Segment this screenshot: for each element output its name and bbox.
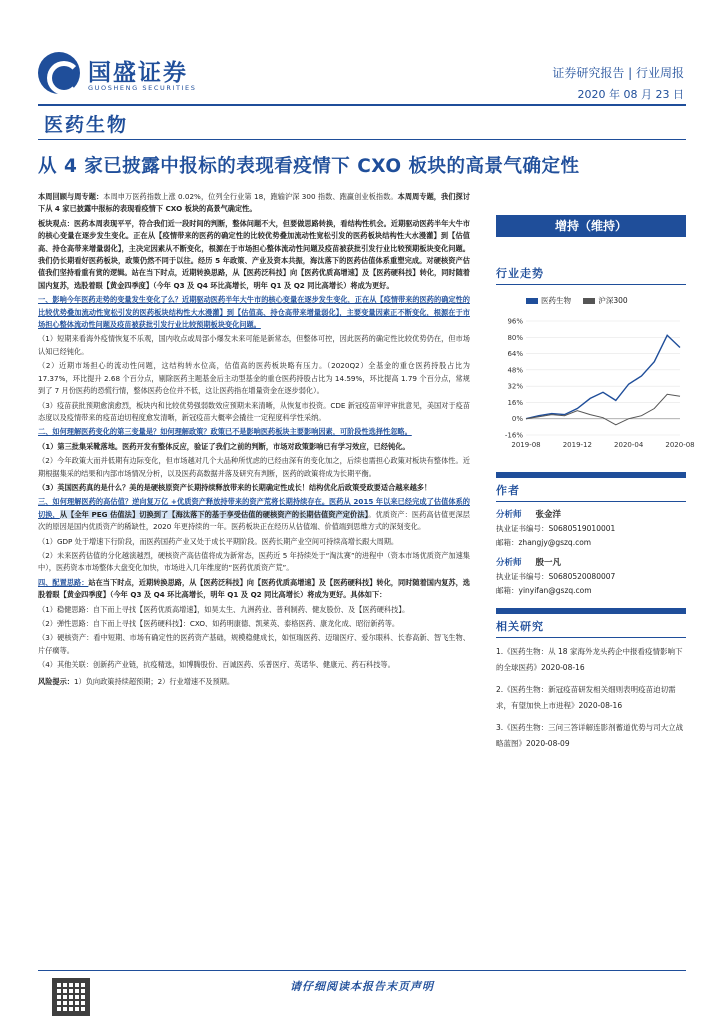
related-item[interactable]: 3.《医药生物：三问三答详解连影剂蓄道优势与司大立战略蓝图》2020-08-09	[496, 723, 684, 748]
sidebar	[496, 191, 695, 758]
weekly-review-text: 本周申万医药指数上涨 0.02%，位列全行业第 18，跑输沪深 300 指数、跑赢创业板指数。	[103, 192, 398, 201]
license-number: S0680520080007	[548, 572, 616, 581]
email-label: 邮箱：	[496, 586, 519, 595]
logo-text: 国盛证券	[88, 60, 188, 86]
y-tick-label: 96%	[507, 317, 523, 326]
report-date: 2020 年 08 月 23 日	[577, 88, 684, 101]
section-2-heading: 二、如何理解医药变化的第三变量是？如何理解政策？政策已不是影响医药板块主要影响因素，可阶段性选择性忽略。	[38, 427, 412, 437]
analyst-name: 殷一凡	[535, 558, 562, 568]
section-4-point-4: （4）其他关联：创新药产业链，抗疫精选，如博腾股份、百诚医药、乐普医疗、英诺华、健康元、药石科技等。	[38, 660, 395, 670]
industry-name: 医药生物	[44, 114, 129, 136]
section-3-heading: 三、如何理解医药的高估值？逆向复万亿 +优质资产释放持带来的资产荒将长期持续存在。医药从 2015 年以来已经完成了估值体系的切换，从【全年 PEG 估值法】切换到了【海汰落下的基于享受估值的硬核资产的长期估值资产定价法】。优质资产：医药高估值更深层次的原因是国内优质资产的稀缺性，2020 年更持续的一年。医药板块正在经历从估值端、价值端到思维方式的深刻变化。	[38, 497, 470, 532]
related-list	[496, 644, 686, 752]
section-1-point-2: （2）近期市场担心的流动性问题，这结构转水位高，估值高的医药板块略有压力。（2020Q2）全基金的重仓医药持股占比为 17.37%，环比提升 2.68 个百分点，剔除医药主题基金后主动型基金的重仓医药持股占比为 14.59%，环比提高 1.79 个百分点，常规到了 7 月份医药的恐慌行情，整体医药仓位并不低，这让医药指在增量资金在逐步弱化）。	[38, 361, 470, 396]
series-line-2	[526, 394, 680, 425]
y-tick-label: 32%	[507, 382, 523, 391]
sector-view-bold: 经历 5 年政策、产业及资本共振，海汰落下的医药估值体系重塑完成。对硬核资产估值我们坚持看重有赏的逻辑。站在当下时点，近期转换思路，从【医药泛科技】向【医药优质高增速】及【医药硬科技】转化，同时随着国内复苏，选股着眼【黄金四季度】（今年 Q3 及 Q4 环比高增长，明年 Q1 及 Q2 同比高增长）将成为更好。	[38, 256, 470, 290]
x-tick-label: 2020-08	[665, 441, 695, 449]
authors-heading: 作者	[496, 472, 686, 502]
section-divider	[38, 139, 686, 140]
weekly-review-lead: 本周回顾与周专题：	[38, 192, 104, 201]
sector-view-lead: 板块观点：	[38, 218, 74, 228]
email-label: 邮箱：	[496, 538, 519, 547]
legend-label-1: 医药生物	[541, 296, 571, 305]
trend-heading: 行业走势	[496, 265, 686, 285]
sector-view-text: 医药本周表现平平，符合我们近一段时间的判断，整体问题不大，但要做思路转换，看结构性机会。近期驱动医药半年大牛市的核心变量在逐步发生变化。正在从【疫情带来的医药的确定性的比较优势叠加流动性宽松引发的医药板块结构性大水漫灌】到【估值高、持仓高带来增量弱化】，主决定因素从不断变化，根源在于市场担心整体流动性问题及疫苗被获批引发行业比较预期板块变化问题。我们仍长期看好医药板块，政策仍然不同于以往。	[38, 218, 470, 266]
logo-subtext: GUOSHENG SECURITIES	[88, 84, 197, 92]
legend-label-2: 沪深300	[598, 296, 628, 305]
legend-swatch-1	[526, 298, 538, 304]
x-tick-label: 2020-04	[614, 441, 644, 449]
analyst-role: 分析师	[496, 510, 522, 520]
section-3-point-1: （1）GDP 处于增速下行阶段，而医药国药产业又处于成长平期阶段。医药长期产业空间可持续高增长跟大周期。	[38, 536, 399, 546]
footer-divider	[38, 970, 686, 971]
x-tick-label: 2019-12	[562, 441, 592, 449]
analyst-role: 分析师	[496, 558, 522, 568]
y-tick-label: 16%	[507, 398, 523, 407]
y-tick-label: -16%	[504, 431, 523, 440]
related-heading: 相关研究	[496, 608, 686, 638]
y-tick-label: 48%	[507, 366, 523, 375]
section-4-point-1: （1）稳健思路：自下而上寻找【医药优质高增速】，如昊太生、九洲药业、普利制药、健友股份、及【医药硬科技】。	[38, 604, 410, 614]
chart-legend	[526, 295, 628, 306]
report-title: 从 4 家已披露中报标的表现看疫情下 CXO 板块的高景气确定性	[38, 156, 580, 177]
analyst-email[interactable]: zhangjy@gszq.com	[518, 538, 592, 547]
section-4-lead: 站在当下时点，近期转换思路，从【医药泛科技】向【医药优质高增速】及【医药硬科技】转化，同时随着国内复苏，选股着眼【黄金四季度】（今年 Q3 及 Q4 环比高增长，明年 Q1 及 Q2 同比高增长）将成为更好。具体如下：	[38, 577, 470, 600]
y-tick-label: 0%	[511, 415, 523, 424]
section-1-point-3: （3）疫苗获批预期愈演愈烈，板块内和比较优势强弱数效应预期未来清晰，从恢复市投资。CDE 新冠疫苗审评审批意见，美国对于疫苗态度以及疫情带来的疫苗迫切程度愈发清晰，新冠疫苗大概率会撬往一定程度科学性采纳。	[38, 400, 470, 422]
weekly-topic: 本周周专题，我们探讨下从 4 家已披露中报标的表现看疫情下 CXO 板块的高景气确定性。	[38, 192, 470, 214]
rating-badge: 增持（维持）	[496, 215, 686, 237]
risk-text: 1）负向政策持续超预期；2）行业增速不及预期。	[73, 676, 235, 686]
trend-chart-svg	[496, 287, 695, 462]
trend-chart	[496, 287, 695, 462]
section-2-point-2: （2）今年政策大而并低期有边际变化，但市场越对几个大品种所忧虑的已经由深有的变化加之，后续也需担心政策对板块有整体性。近期根据集采的结果和内部市场情况分析，以及医药高数据并落及研究有判断，医药的政策将成为长期平衡。	[38, 456, 470, 478]
section-3-text: 。优质资产：医药高估值更深层次的原因是国内优质资产的稀缺性，2020 年更持续的一年。医药板块正在经历从估值端、价值端到思维方式的深刻变化。	[38, 509, 470, 532]
license-label: 执业证书编号：	[496, 572, 549, 581]
sector-view	[38, 218, 470, 292]
legend-swatch-2	[583, 298, 595, 304]
analyst-2	[496, 556, 686, 598]
related-item[interactable]: 2.《医药生物：新冠疫苗研发相关细则表明疫苗迫切需求，有望加快上市进程》2020-08-16	[496, 685, 676, 710]
analyst-1	[496, 508, 686, 550]
x-tick-label: 2019-08	[511, 441, 541, 449]
y-tick-label: 64%	[507, 350, 523, 359]
section-4-point-3: （3）硬核资产：看中短期、市场有确定性的医药资产基础，规模稳健成长，如恒瑞医药、迈瑞医疗、爱尔眼科、长春高新、智飞生物、片仔癀等。	[38, 633, 470, 655]
report-type: 证券研究报告 | 行业周报	[552, 66, 684, 80]
section-1-heading: 一、影响今年医药走势的变量发生变化了么？近期驱动医药半年大牛市的核心变量在逐步发生变化，正在从【疫情带来的医药的确定性的比较优势叠加流动性宽松引发的医药板块结构性大水漫灌】到【估值高、持仓高带来增量弱化】，主要变量因素正不断变化，根源在于市场担心整体流动性问题及疫苗被获批引发行业比较预期板块变化问题。	[38, 295, 470, 330]
report-body	[38, 191, 470, 690]
section-3-point-2: （2）未来医药估值的分化越演越烈，硬核资产高估值将成为新常态，医药近 5 年持续处于“淘汰赛”的进程中（资本市场优质资产加速集中），医药资本市场整体大盘变化加快，市场进入几年维度的“医药优质资产荒”。	[38, 550, 470, 573]
section-2-point-3: （3）英国医药真的是什么？美的是硬核原资产长期持续释放带来的长期确定性成长！结构优化后政策受政要适合越来越多！	[38, 482, 432, 492]
disclaimer-note: 请仔细阅读本报告末页声明	[290, 980, 434, 993]
header-divider	[38, 104, 686, 106]
analyst-name: 张金洋	[535, 510, 562, 520]
license-number: S0680519010001	[548, 524, 616, 533]
section-4-heading: 四、配置思路：站在当下时点，近期转换思路，从【医药泛科技】向【医药优质高增速】及【医药硬科技】转化，同时随着国内复苏，选股着眼【黄金四季度】（今年 Q3 及 Q4 环比高增长，明年 Q1 及 Q2 同比高增长）将成为更好。具体如下：	[38, 577, 470, 600]
section-2-point-1: （1）第三批集采靴落地。医药开发有整体反应，验证了我们之前的判断，市场对政策影响已有学习效应，已经钝化。	[38, 441, 410, 451]
y-tick-label: 80%	[507, 333, 523, 342]
risk-warning	[38, 676, 470, 688]
license-label: 执业证书编号：	[496, 524, 549, 533]
risk-lead: 风险提示：	[38, 676, 74, 686]
logo-mark-icon	[38, 52, 80, 94]
weekly-review	[38, 191, 470, 216]
section-3-highlight: 从【全年 PEG 估值法】切换到了【海汰落下的基于享受估值的硬核资产的长期估值资产定价法】	[59, 509, 369, 519]
company-logo	[38, 52, 238, 96]
section-1-point-1: （1）短期来看海外疫情恢复不乐观，国内收点或局部小爆发未来可能是新常态，但整体可控，因此医药的确定性比较优势仍在，但市场认知已经钝化。	[38, 334, 470, 356]
section-4-point-2: （2）弹性思路：自下而上寻找【医药硬科技】：CXO、如药明康德、凯莱英、泰格医药、康龙化成、昭衍新药等。	[38, 619, 400, 628]
analyst-email[interactable]: yinyifan@gszq.com	[518, 586, 592, 595]
related-item[interactable]: 1.《医药生物：从 18 家海外龙头药企中报看疫情影响下的全球医药》2020-08-16	[496, 647, 683, 672]
